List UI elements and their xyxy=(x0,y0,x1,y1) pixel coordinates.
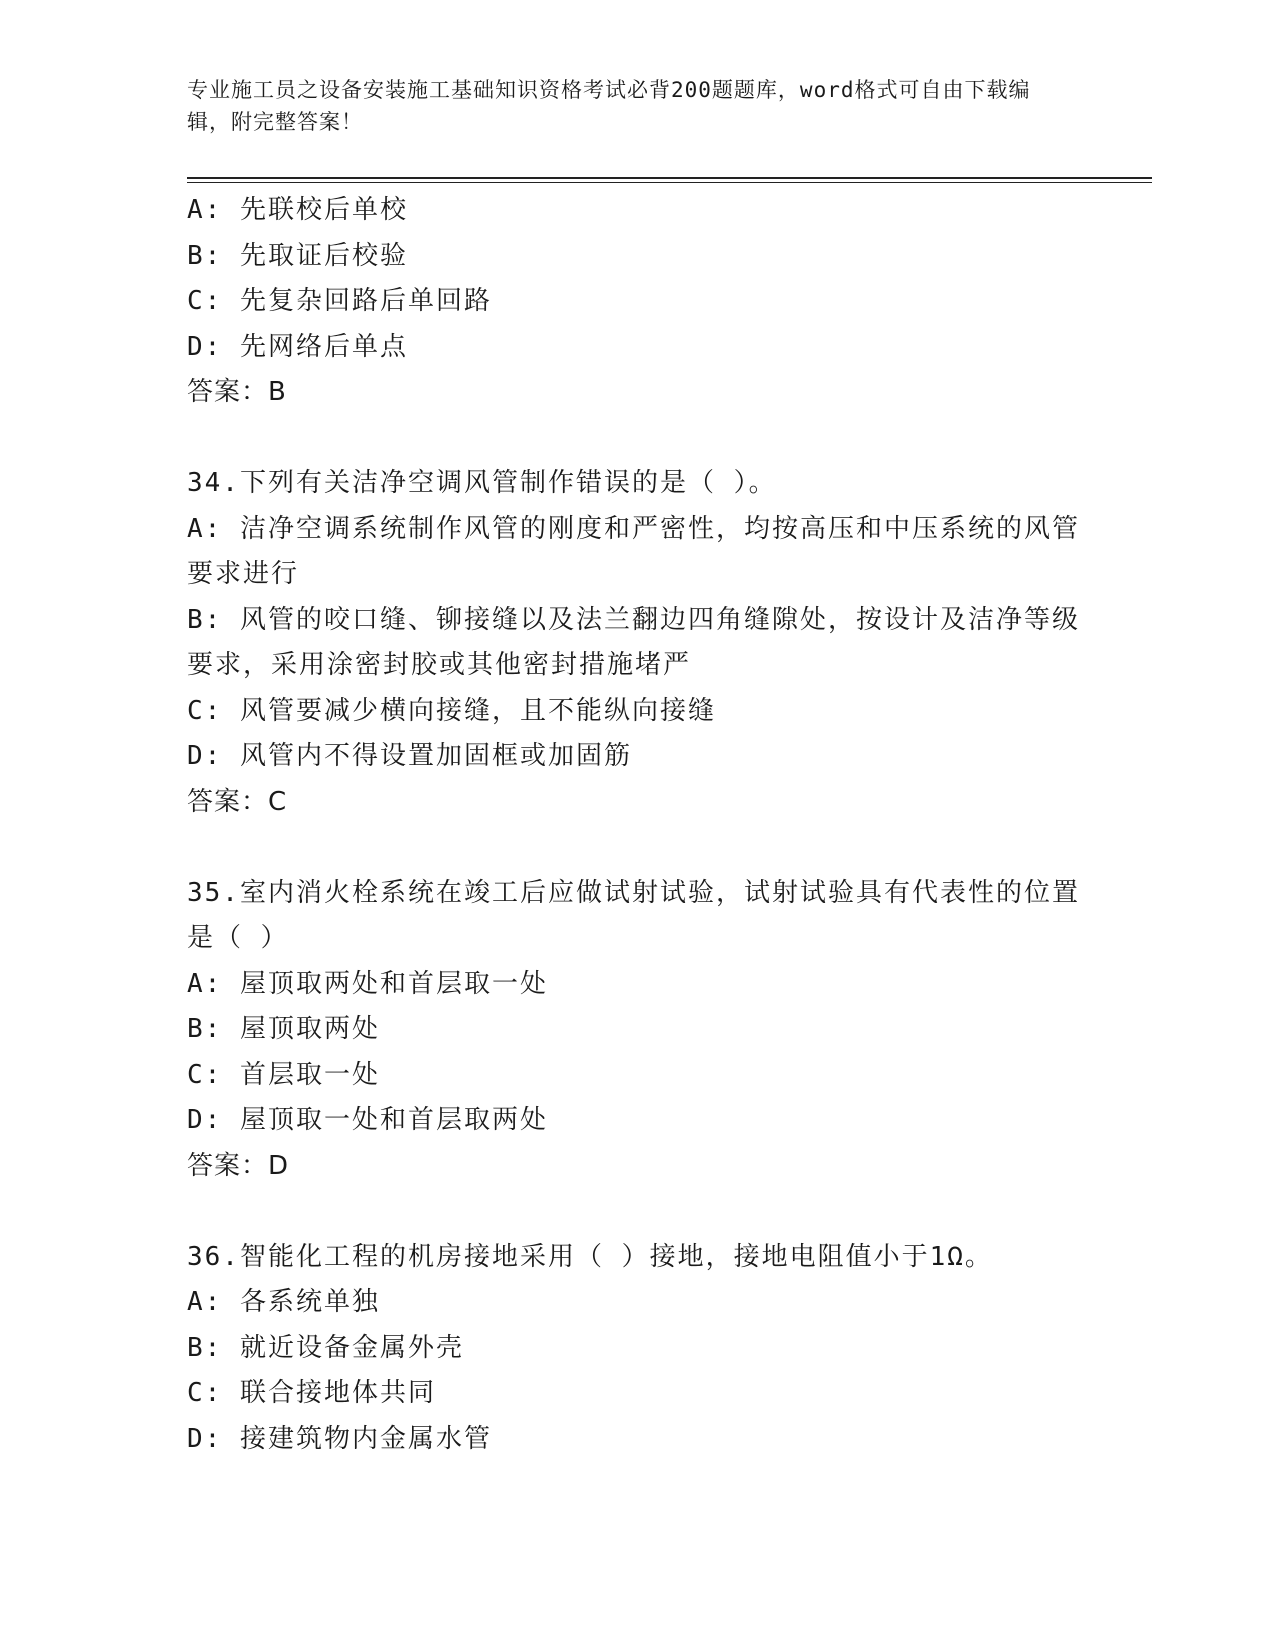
document-header: 专业施工员之设备安装施工基础知识资格考试必背200题题库，word格式可自由下载编辑，附完整答案！ xyxy=(187,78,1031,134)
question-stem: 36.智能化工程的机房接地采用（ ）接地，接地电阻值小于1Ω。 xyxy=(187,1241,993,1272)
option-c: C: 联合接地体共同 xyxy=(187,1378,436,1408)
option-d: D: 屋顶取一处和首层取两处 xyxy=(187,1105,548,1135)
option-a: A: 各系统单独 xyxy=(187,1287,380,1317)
answer: 答案：B xyxy=(187,377,287,407)
question-36 xyxy=(187,1235,1087,1463)
header-divider xyxy=(187,177,1152,179)
question-35 xyxy=(187,871,1087,1190)
option-c: C: 首层取一处 xyxy=(187,1059,380,1090)
option-d: D: 接建筑物内金属水管 xyxy=(187,1423,492,1454)
question-34 xyxy=(187,461,1087,825)
option-b: B: 屋顶取两处 xyxy=(187,1014,380,1044)
option-c: C: 风管要减少横向接缝，且不能纵向接缝 xyxy=(187,695,716,726)
option-b: B: 先取证后校验 xyxy=(187,240,408,271)
spacer xyxy=(187,1189,1087,1235)
option-b: B: 就近设备金属外壳 xyxy=(187,1332,464,1363)
question-content xyxy=(187,188,1087,1462)
answer: 答案：D xyxy=(187,1150,290,1181)
option-c: C: 先复杂回路后单回路 xyxy=(187,286,492,316)
question-stem: 34.下列有关洁净空调风管制作错误的是（ ）。 xyxy=(187,468,777,498)
option-a: A: 屋顶取两处和首层取一处 xyxy=(187,968,548,999)
option-b: B: 风管的咬口缝、铆接缝以及法兰翻边四角缝隙处，按设计及洁净等级要求，采用涂密封胶或其他密封措施堵严 xyxy=(187,604,1080,680)
option-d: D: 风管内不得设置加固框或加固筋 xyxy=(187,741,632,771)
spacer xyxy=(187,416,1087,462)
option-d: D: 先网络后单点 xyxy=(187,331,408,362)
spacer xyxy=(187,825,1087,871)
option-a: A: 洁净空调系统制作风管的刚度和严密性，均按高压和中压系统的风管要求进行 xyxy=(187,513,1080,589)
header-divider-thin xyxy=(187,182,1152,183)
option-a: A: 先联校后单校 xyxy=(187,195,408,225)
question-stem: 35.室内消火栓系统在竣工后应做试射试验，试射试验具有代表性的位置是（ ） xyxy=(187,877,1080,953)
question-33 xyxy=(187,188,1087,416)
answer: 答案：C xyxy=(187,786,288,817)
